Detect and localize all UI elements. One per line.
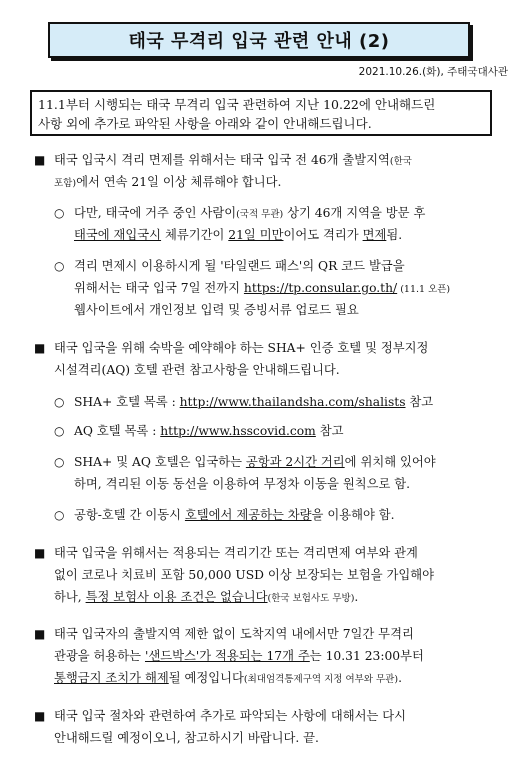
s2-line-1: 태국 입국을 위해 숙박을 예약해야 하는 SHA+ 인증 호텔 및 정부지정 [54, 341, 429, 355]
s2c-line-2: 하며, 격리된 이동 동선을 이용하여 무정차 이동을 원칙으로 함. [74, 477, 411, 491]
circle-bullet: ○ [54, 508, 65, 522]
s2a-line: SHA+ 호텔 목록 : http://www.thailandsha.com/shalists 참고 [74, 395, 434, 409]
s2d-line: 공항-호텔 간 이동시 호텔에서 제공하는 차량을 이용해야 함. [74, 508, 395, 522]
hsscovid-link[interactable]: http://www.hsscovid.com [160, 424, 316, 438]
square-bullet: ■ [34, 153, 46, 167]
intro-line-1: 11.1부터 시행되는 태국 무격리 입국 관련하여 지난 10.22에 안내해드린 [38, 97, 436, 112]
thailandsha-link[interactable]: http://www.thailandsha.com/shalists [179, 395, 406, 409]
square-bullet: ■ [34, 709, 46, 723]
s1-line-2: 포함)에서 연속 21일 이상 체류해야 합니다. [54, 175, 282, 189]
s4-line-1: 태국 입국자의 출발지역 제한 없이 도착지역 내에서만 7일간 무격리 [54, 627, 414, 641]
s3-line-3: 하나, 특정 보험사 이용 조건은 없습니다(한국 보험사도 무방). [54, 590, 359, 604]
s1a-line-1: 다만, 태국에 거주 중인 사람이(국적 무관) 상기 46개 지역을 방문 후 [74, 206, 426, 220]
title-box [48, 22, 470, 58]
square-bullet: ■ [34, 341, 46, 355]
circle-bullet: ○ [54, 206, 65, 220]
s3-line-1: 태국 입국을 위해서는 적용되는 격리기간 또는 격리면제 여부와 관계 [54, 546, 418, 560]
date-line: 2021.10.26.(화), 주태국대사관 [358, 66, 508, 78]
intro-line-2: 사항 외에 추가로 파악된 사항을 아래와 같이 안내해드립니다. [38, 116, 372, 131]
s5-line-1: 태국 입국 절차와 관련하여 추가로 파악되는 사항에 대해서는 다시 [54, 709, 406, 723]
s1b-line-2: 위해서는 태국 입국 7일 전까지 https://tp.consular.go.th/ (11.1 오픈) [74, 281, 451, 295]
s2b-line: AQ 호텔 목록 : http://www.hsscovid.com 참고 [74, 424, 344, 438]
intro-box [30, 90, 492, 136]
tp-consular-link[interactable]: https://tp.consular.go.th/ [243, 281, 398, 295]
square-bullet: ■ [34, 546, 46, 560]
s2c-line-1: SHA+ 및 AQ 호텔은 입국하는 공항과 2시간 거리에 위치해 있어야 [74, 455, 436, 469]
s1a-line-2: 태국에 재입국시 체류기간이 21일 미만이어도 격리가 면제됨. [74, 228, 403, 242]
circle-bullet: ○ [54, 395, 65, 409]
s1b-line-3: 웹사이트에서 개인정보 입력 및 증빙서류 업로드 필요 [74, 303, 359, 317]
s1-line-1: 태국 입국시 격리 면제를 위해서는 태국 입국 전 46개 출발지역(한국 [54, 153, 412, 167]
s3-line-2: 없이 코로나 치료비 포함 50,000 USD 이상 보장되는 보험을 가입해야 [54, 568, 435, 582]
square-bullet: ■ [34, 627, 46, 641]
s4-line-2: 관광을 허용하는 '샌드박스'가 적용되는 17개 주는 10.31 23:00부터 [54, 649, 424, 663]
s1b-line-1: 격리 면제시 이용하시게 될 '타일랜드 패스'의 QR 코드 발급을 [74, 259, 405, 273]
page-title: 태국 무격리 입국 관련 안내 (2) [128, 31, 390, 52]
circle-bullet: ○ [54, 455, 65, 469]
circle-bullet: ○ [54, 259, 65, 273]
circle-bullet: ○ [54, 424, 65, 438]
s5-line-2: 안내해드릴 예정이오니, 참고하시기 바랍니다. 끝. [54, 731, 319, 745]
s4-line-3: 통행금지 조치가 해제될 예정입니다(최대엄격통제구역 지정 여부와 무관). [54, 671, 402, 685]
s2-line-2: 시설격리(AQ) 호텔 관련 참고사항을 안내해드립니다. [54, 363, 340, 377]
